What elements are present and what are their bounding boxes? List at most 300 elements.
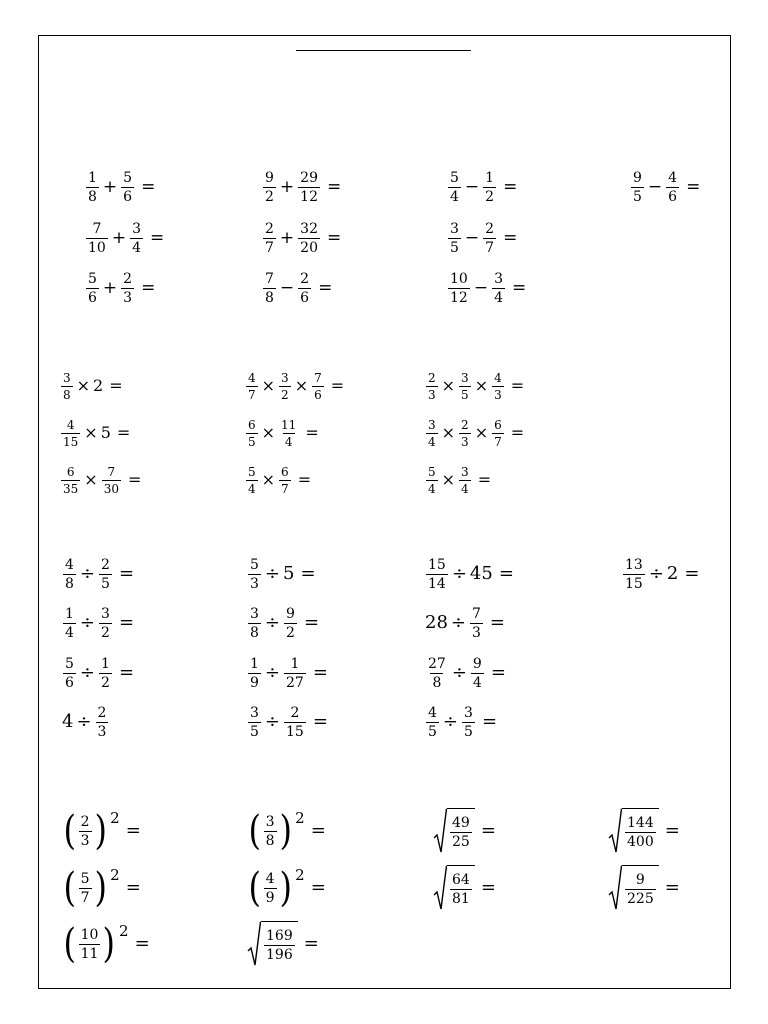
fraction-denominator: 6 (123, 188, 133, 205)
fraction-denominator: 6 (300, 289, 310, 306)
fraction (264, 815, 277, 848)
operator: − (647, 176, 663, 197)
fraction-numerator: 1 (290, 655, 300, 672)
fraction-numerator: 9 (265, 169, 274, 186)
operator: + (279, 176, 295, 197)
fraction-denominator: 2 (265, 188, 274, 205)
fraction-denominator: 3 (494, 387, 502, 402)
operator: + (102, 277, 118, 298)
fraction (248, 706, 261, 739)
fraction (246, 419, 258, 448)
fraction-denominator: 5 (101, 575, 110, 592)
fraction (279, 372, 291, 401)
problem (85, 171, 155, 204)
problem (630, 171, 700, 204)
whole-number: 4 (62, 711, 74, 732)
fraction-denominator: 4 (65, 624, 74, 641)
fraction-numerator: 5 (250, 556, 259, 573)
fraction (263, 272, 276, 305)
fraction (483, 171, 496, 204)
fraction (492, 272, 505, 305)
fraction-numerator: 5 (123, 169, 133, 186)
fraction-denominator: 5 (464, 723, 473, 740)
problem (85, 222, 164, 255)
fraction-denominator: 11 (80, 945, 99, 962)
problem (425, 706, 497, 739)
fraction-denominator: 3 (97, 723, 107, 740)
fraction-numerator: 7 (92, 220, 102, 237)
left-paren: ( (63, 921, 77, 967)
fraction-denominator: 6 (668, 188, 678, 205)
fraction-numerator: 9 (472, 655, 482, 672)
fraction-numerator: 6 (66, 464, 75, 479)
fraction-numerator: 2 (101, 556, 110, 573)
fraction-numerator: 6 (248, 417, 256, 432)
fraction (450, 816, 472, 849)
operator: ÷ (264, 612, 281, 633)
fraction-numerator: 3 (281, 370, 289, 385)
equals-sign: = (134, 933, 150, 954)
radicand (447, 808, 475, 854)
fraction-denominator: 2 (286, 624, 295, 641)
operator: × (441, 423, 456, 442)
fraction-numerator: 5 (88, 270, 97, 287)
operator: ÷ (442, 711, 459, 732)
fraction-denominator: 6 (88, 289, 97, 306)
equals-sign: = (305, 423, 319, 442)
fraction-numerator: 1 (485, 169, 495, 186)
fraction (448, 272, 470, 305)
exponent: 2 (295, 866, 305, 884)
fraction (61, 372, 73, 401)
fraction-numerator: 2 (428, 370, 436, 385)
problem (62, 865, 141, 911)
exponent: 2 (110, 809, 120, 827)
equals-sign: = (297, 470, 312, 489)
problem (85, 272, 155, 305)
whole-number: 28 (425, 612, 448, 633)
fraction-denominator: 4 (472, 674, 482, 691)
fraction-numerator: 2 (290, 704, 300, 721)
fraction-denominator: 5 (250, 723, 259, 740)
fraction-numerator: 3 (101, 605, 110, 622)
fraction (426, 558, 448, 591)
left-paren: ( (248, 808, 262, 854)
problem (62, 706, 109, 739)
operator: + (111, 227, 127, 248)
fraction-denominator: 3 (123, 289, 133, 306)
equals-sign: = (664, 820, 680, 841)
problem (62, 921, 150, 967)
problem (425, 558, 514, 591)
equals-sign: = (312, 711, 328, 732)
fraction (99, 657, 112, 690)
problem (247, 657, 328, 690)
equals-sign: = (327, 227, 342, 248)
operator: − (473, 277, 489, 298)
equals-sign: = (125, 820, 141, 841)
fraction-denominator: 7 (485, 239, 495, 256)
fraction-numerator: 15 (428, 556, 446, 573)
fraction-denominator: 8 (432, 674, 442, 691)
problem (608, 865, 680, 911)
fraction-numerator: 1 (88, 169, 97, 186)
fraction (263, 171, 276, 204)
fraction-numerator: 29 (300, 169, 318, 186)
fraction (459, 466, 471, 495)
equals-sign: = (303, 612, 320, 633)
fraction-numerator: 49 (452, 815, 470, 831)
fraction-numerator: 7 (314, 370, 322, 385)
square-root (608, 808, 659, 854)
fraction (63, 607, 76, 640)
fraction (279, 419, 298, 448)
fraction-numerator: 4 (668, 169, 678, 186)
fraction-denominator: 15 (625, 575, 643, 592)
operator: − (464, 227, 480, 248)
fraction (284, 706, 306, 739)
fraction (130, 222, 143, 255)
fraction (284, 657, 306, 690)
operator: × (474, 376, 489, 395)
equals-sign: = (684, 563, 700, 584)
fraction-denominator: 6 (314, 387, 322, 402)
equals-sign: = (503, 176, 518, 197)
fraction (99, 607, 112, 640)
fraction-numerator: 169 (266, 928, 293, 944)
fraction (248, 607, 261, 640)
fraction-denominator: 8 (250, 624, 259, 641)
fraction (470, 607, 483, 640)
fraction-denominator: 3 (428, 387, 436, 402)
fraction-denominator: 8 (88, 188, 97, 205)
power-expression (247, 808, 305, 854)
problem (245, 466, 311, 495)
fraction-numerator: 11 (281, 417, 297, 432)
fraction (284, 607, 297, 640)
fraction (264, 929, 295, 962)
equals-sign: = (116, 423, 131, 442)
fraction (248, 657, 261, 690)
fraction-denominator: 14 (428, 575, 446, 592)
fraction-denominator: 400 (627, 834, 654, 850)
power-expression (62, 921, 129, 967)
fraction-denominator: 5 (248, 434, 256, 449)
whole-number: 5 (100, 423, 111, 442)
fraction-numerator: 9 (633, 169, 642, 186)
operator: × (76, 376, 91, 395)
equals-sign: = (318, 277, 333, 298)
fraction-numerator: 7 (265, 270, 274, 287)
problem (247, 865, 326, 911)
operator: + (102, 176, 118, 197)
fraction-denominator: 5 (461, 387, 469, 402)
fraction (63, 657, 76, 690)
fraction (63, 558, 76, 591)
problem (433, 865, 496, 911)
fraction-denominator: 2 (101, 674, 110, 691)
problem (62, 808, 141, 854)
operator: ÷ (264, 563, 281, 584)
equals-sign: = (118, 662, 135, 683)
fraction (426, 419, 438, 448)
problem (60, 466, 141, 495)
problem (262, 272, 332, 305)
equals-sign: = (300, 563, 316, 584)
fraction (102, 466, 121, 495)
fraction-denominator: 3 (461, 434, 469, 449)
fraction-numerator: 4 (428, 704, 437, 721)
fraction-denominator: 3 (472, 624, 481, 641)
fraction-denominator: 5 (450, 239, 459, 256)
problem (262, 222, 341, 255)
fraction (448, 171, 461, 204)
fraction-denominator: 6 (65, 674, 74, 691)
fraction-numerator: 2 (123, 270, 133, 287)
equals-sign: = (480, 877, 496, 898)
fraction-numerator: 2 (265, 220, 274, 237)
fraction-numerator: 5 (450, 169, 459, 186)
fraction-numerator: 5 (65, 655, 74, 672)
power-expression (62, 865, 120, 911)
fraction (79, 928, 101, 961)
fraction-numerator: 144 (627, 815, 654, 831)
fraction-numerator: 4 (66, 417, 75, 432)
operator: ÷ (648, 563, 664, 584)
fraction-denominator: 20 (300, 239, 318, 256)
equals-sign: = (480, 820, 496, 841)
fraction (492, 419, 504, 448)
problem (247, 921, 319, 967)
equals-sign: = (118, 563, 135, 584)
fraction-denominator: 4 (428, 434, 436, 449)
radicand (447, 865, 475, 911)
problem (60, 419, 130, 448)
fraction-denominator: 2 (101, 624, 110, 641)
fraction-denominator: 3 (250, 575, 259, 592)
operator: ÷ (79, 612, 96, 633)
fraction-denominator: 3 (80, 832, 90, 849)
fraction (625, 816, 656, 849)
problem (447, 171, 517, 204)
fraction-denominator: 8 (265, 832, 275, 849)
fraction-denominator: 8 (63, 387, 71, 402)
fraction (279, 466, 291, 495)
fraction (426, 466, 438, 495)
fraction-numerator: 27 (428, 655, 446, 672)
operator: × (84, 423, 98, 442)
fraction-numerator: 3 (250, 605, 259, 622)
fraction-denominator: 196 (266, 947, 293, 963)
fraction-denominator: 7 (265, 239, 274, 256)
problem (425, 657, 506, 690)
fraction-denominator: 35 (63, 481, 79, 496)
power-expression (247, 865, 305, 911)
operator: × (261, 423, 276, 442)
fraction-numerator: 7 (107, 464, 116, 479)
fraction-numerator: 3 (265, 813, 275, 830)
problem (247, 706, 328, 739)
equals-sign: = (510, 376, 525, 395)
equals-sign: = (477, 470, 492, 489)
problem (425, 419, 524, 448)
fraction-numerator: 1 (65, 605, 74, 622)
exponent: 2 (110, 866, 120, 884)
fraction-denominator: 5 (428, 723, 437, 740)
fraction (492, 372, 504, 401)
fraction (631, 171, 644, 204)
problem (425, 372, 524, 401)
fraction (121, 272, 134, 305)
fraction (426, 657, 448, 690)
fraction (79, 815, 92, 848)
equals-sign: = (312, 662, 328, 683)
fraction-numerator: 6 (494, 417, 502, 432)
whole-number: 2 (666, 563, 679, 584)
left-paren: ( (248, 865, 262, 911)
left-paren: ( (63, 865, 77, 911)
problem (60, 372, 123, 401)
square-root (247, 921, 298, 967)
fraction (462, 706, 475, 739)
fraction-numerator: 3 (450, 220, 459, 237)
equals-sign: = (664, 877, 680, 898)
fraction (426, 706, 439, 739)
equals-sign: = (150, 227, 165, 248)
operator: × (84, 470, 98, 489)
fraction-numerator: 3 (132, 220, 141, 237)
fraction-denominator: 4 (248, 481, 256, 496)
equals-sign: = (498, 563, 514, 584)
radical-sign (608, 865, 622, 911)
problem (62, 657, 134, 690)
problem (245, 372, 344, 401)
exponent: 2 (119, 922, 129, 940)
fraction-numerator: 1 (250, 655, 259, 672)
fraction-denominator: 4 (461, 481, 469, 496)
fraction-denominator: 225 (627, 891, 654, 907)
equals-sign: = (330, 376, 345, 395)
equals-sign: = (303, 933, 319, 954)
equals-sign: = (141, 176, 156, 197)
problem (447, 272, 526, 305)
radical-sign (608, 808, 622, 854)
radicand (622, 808, 659, 854)
fraction (86, 171, 99, 204)
fraction (298, 222, 320, 255)
operator: × (474, 423, 489, 442)
whole-number: 45 (469, 563, 493, 584)
fraction (246, 372, 258, 401)
fraction-denominator: 5 (633, 188, 642, 205)
fraction (298, 171, 320, 204)
fraction-denominator: 8 (265, 289, 274, 306)
fraction (312, 372, 324, 401)
fraction-numerator: 6 (281, 464, 289, 479)
operator: ÷ (76, 711, 92, 732)
fraction-numerator: 4 (265, 870, 275, 887)
fraction-numerator: 3 (464, 704, 473, 721)
fraction (61, 466, 80, 495)
fraction (79, 872, 92, 905)
exponent: 2 (295, 809, 305, 827)
fraction (86, 272, 99, 305)
operator: × (441, 470, 456, 489)
left-paren: ( (63, 808, 77, 854)
fraction-numerator: 10 (80, 926, 99, 943)
fraction-denominator: 2 (281, 387, 289, 402)
fraction-denominator: 9 (250, 674, 259, 691)
right-paren: ) (279, 865, 292, 911)
fraction-numerator: 3 (63, 370, 71, 385)
problem (425, 466, 491, 495)
fraction-numerator: 1 (101, 655, 110, 672)
fraction-numerator: 32 (300, 220, 318, 237)
equals-sign: = (512, 277, 527, 298)
problem (62, 558, 134, 591)
radicand (261, 921, 298, 967)
fraction-denominator: 81 (452, 891, 470, 907)
radical-sign (433, 865, 447, 911)
right-paren: ) (94, 865, 107, 911)
radical-sign (433, 808, 447, 854)
equals-sign: = (141, 277, 156, 298)
fraction-denominator: 4 (494, 289, 503, 306)
equals-sign: = (327, 176, 342, 197)
fraction-denominator: 25 (452, 834, 470, 850)
fraction-numerator: 3 (494, 270, 503, 287)
fraction-numerator: 5 (428, 464, 436, 479)
radicand (622, 865, 659, 911)
fraction-numerator: 2 (461, 417, 469, 432)
fraction-numerator: 9 (635, 872, 645, 888)
operator: − (279, 277, 295, 298)
equals-sign: = (109, 376, 123, 395)
problem (425, 607, 505, 640)
problem (433, 808, 496, 854)
fraction (96, 706, 109, 739)
fraction (263, 222, 276, 255)
equals-sign: = (125, 877, 141, 898)
problem (447, 222, 517, 255)
operator: ÷ (79, 563, 96, 584)
fraction-denominator: 8 (65, 575, 74, 592)
fraction-numerator: 10 (450, 270, 468, 287)
fraction-denominator: 7 (248, 387, 256, 402)
fraction-denominator: 12 (450, 289, 468, 306)
problem (245, 419, 319, 448)
fraction-denominator: 2 (485, 188, 495, 205)
fraction (666, 171, 679, 204)
fraction (298, 272, 311, 305)
equals-sign: = (510, 423, 525, 442)
fraction-numerator: 13 (625, 556, 643, 573)
title-line (296, 50, 471, 51)
fraction-numerator: 9 (286, 605, 295, 622)
fraction (86, 222, 108, 255)
operator: ÷ (264, 662, 281, 683)
equals-sign: = (686, 176, 701, 197)
operator: ÷ (450, 612, 466, 633)
fraction-denominator: 9 (265, 889, 275, 906)
fraction-denominator: 7 (494, 434, 502, 449)
fraction-denominator: 10 (88, 239, 106, 256)
fraction (483, 222, 496, 255)
square-root (433, 865, 475, 911)
fraction-numerator: 3 (461, 464, 469, 479)
fraction-numerator: 5 (248, 464, 256, 479)
fraction (246, 466, 258, 495)
